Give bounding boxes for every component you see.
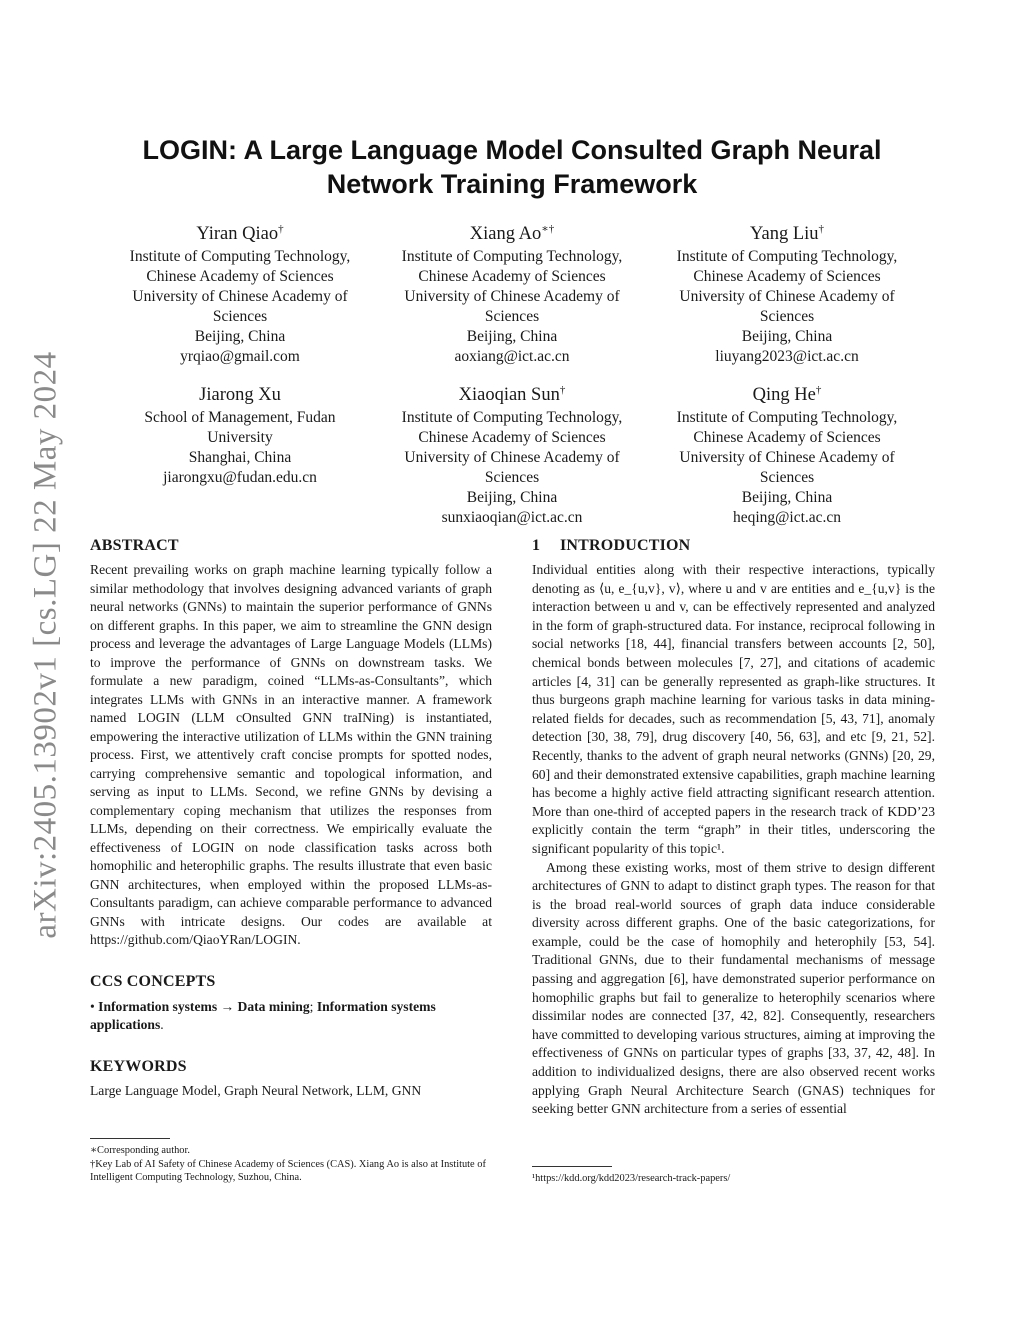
abstract-heading: ABSTRACT bbox=[90, 537, 179, 554]
author-affiliation-line: School of Management, Fudan bbox=[144, 409, 336, 427]
author-email: heqing@ict.ac.cn bbox=[732, 509, 842, 527]
arxiv-watermark bbox=[22, 345, 70, 945]
abstract-text: Recent prevailing works on graph machine learning typically follow a similar methodology that involves designing advanced variants of graph neural networks (GNNs) to maintain the superior performance of GNNs on different graphs. In this paper, we aim to streamline the GNN design process and leverage the advantages of Large Language Models (LLMs) to improve the performance of GNNs on downstream tasks. We formulate a new paradigm, coined “LLMs-as-Consultants”, which integrates LLMs with GNNs in an interactive manner. A framework named LOGIN (LLM cOnsulted GNN traINing) is instantiated, empowering the interactive utilization of LLMs within the GNN training process. First, we attentively craft concise prompts for spotted nodes, carrying comprehensive semantic and topological information, and serving as input to LLMs. Second, we refine GNNs by devising a complementary coping mechanism that utilizes the responses from LLMs, depending on their correctness. We empirically evaluate the effectiveness of LOGIN on node classification tasks across both homophilic and heterophilic graphs. The results illustrate that even basic GNN architectures, when employed within the proposed LLMs-as-Consultants paradigm, can achieve comparable performance to advanced GNNs with intricate designs. Our codes are available at https://github.com/QiaoYRan/LOGIN. bbox=[90, 562, 492, 947]
keywords-text: Large Language Model, Graph Neural Network, LLM, GNN bbox=[90, 1082, 422, 1098]
author-affiliation-line: Sciences bbox=[759, 308, 815, 326]
author-block bbox=[652, 217, 922, 367]
author-location: Beijing, China bbox=[741, 489, 833, 507]
author-email: sunxiaoqian@ict.ac.cn bbox=[441, 509, 583, 527]
author-name: Yang Liu† bbox=[749, 223, 825, 245]
author-affiliation-line: Sciences bbox=[484, 308, 540, 326]
author-affiliation-line: Institute of Computing Technology, bbox=[129, 248, 351, 266]
author-location: Beijing, China bbox=[466, 489, 558, 507]
keywords-heading: KEYWORDS bbox=[90, 1057, 187, 1075]
author-block bbox=[105, 217, 375, 367]
author-email: liuyang2023@ict.ac.cn bbox=[715, 348, 859, 366]
author-affiliation-line: Institute of Computing Technology, bbox=[401, 409, 623, 427]
author-name: Qing He† bbox=[752, 384, 822, 406]
author-affiliation-line: University of Chinese Academy of bbox=[132, 288, 348, 306]
author-affiliation-line: Institute of Computing Technology, bbox=[401, 248, 623, 266]
author-block bbox=[105, 378, 375, 488]
author-affiliation-line: Chinese Academy of Sciences bbox=[693, 268, 881, 286]
ccs-bullet: • bbox=[90, 998, 95, 1014]
ccs-separator: ; bbox=[309, 998, 314, 1014]
author-email: jiarongxu@fudan.edu.cn bbox=[163, 469, 317, 487]
author-name: Jiarong Xu bbox=[199, 385, 281, 406]
author-affiliation-line: Chinese Academy of Sciences bbox=[146, 268, 334, 286]
introduction-heading bbox=[532, 536, 935, 556]
right-column bbox=[532, 536, 935, 1119]
author-affiliation-line: Sciences bbox=[484, 469, 540, 487]
author-email: aoxiang@ict.ac.cn bbox=[454, 348, 570, 366]
author-affiliation-line: University of Chinese Academy of bbox=[679, 288, 895, 306]
footnote-rule-left bbox=[90, 1138, 170, 1139]
author-location: Beijing, China bbox=[194, 328, 286, 346]
ccs-concept-2: Information systems applications bbox=[90, 998, 436, 1032]
author-affiliation-line: Institute of Computing Technology, bbox=[676, 248, 898, 266]
author-location: Beijing, China bbox=[741, 328, 833, 346]
ccs-concepts bbox=[90, 998, 492, 1035]
author-name: Xiang Ao∗† bbox=[469, 223, 555, 245]
left-column bbox=[90, 536, 492, 1100]
footnotes-left bbox=[90, 1144, 492, 1185]
ccs-concept-1: Information systems → Data mining bbox=[98, 998, 310, 1014]
author-affiliation-line: University of Chinese Academy of bbox=[404, 288, 620, 306]
paper-title-line-2: Network Training Framework bbox=[326, 169, 698, 199]
paper-title-line-1: LOGIN: A Large Language Model Consulted Graph Neural bbox=[142, 135, 882, 165]
ccs-end: . bbox=[160, 1017, 164, 1032]
footnote-corresponding: ∗Corresponding author. bbox=[90, 1145, 190, 1156]
author-block bbox=[377, 378, 647, 528]
arxiv-watermark-text: arXiv:2405.13902v1 [cs.LG] 22 May 2024 bbox=[27, 351, 64, 939]
ccs-heading: CCS CONCEPTS bbox=[90, 972, 216, 990]
author-name: Yiran Qiao† bbox=[196, 223, 284, 245]
author-location: Shanghai, China bbox=[188, 449, 292, 467]
author-email: yrqiao@gmail.com bbox=[180, 348, 300, 366]
footnote-affiliation: †Key Lab of AI Safety of Chinese Academy of Sciences (CAS). Xiang Ao is also at Institute of Intelligent Computing Technology, Suzhou, China. bbox=[90, 1158, 486, 1183]
author-block bbox=[652, 378, 922, 528]
author-location: Beijing, China bbox=[466, 328, 558, 346]
section-title: INTRODUCTION bbox=[560, 537, 691, 554]
author-affiliation-line: University of Chinese Academy of bbox=[679, 449, 895, 467]
author-affiliation-line: Chinese Academy of Sciences bbox=[418, 429, 606, 447]
footnote-right: ¹https://kdd.org/kdd2023/research-track-papers/ bbox=[532, 1173, 731, 1184]
author-affiliation-line: Sciences bbox=[759, 469, 815, 487]
paper-title bbox=[90, 133, 934, 201]
intro-paragraph-1: Individual entities along with their respective interactions, typically denoting as ⟨u, e_{u,v}, v⟩, where u and v are entities and e_{u,v} is the interaction between u and v, can be effectively represented and analyzed in the form of graph-structured data. For instance, reciprocal following in social networks [18, 44], financial transfers between accounts [2, 50], chemical bonds between molecules [7, 27], and citations of academic articles [4, 31] can be generally represented as graph-like structures. It thus burgeons graph machine learning for various tasks in data mining-related fields for decades, such as recommendation [5, 43, 71], anomaly detection [30, 38, 79], drug discovery [40, 56, 63], and etc [9, 21, 52]. Recently, thanks to the advent of graph neural networks (GNNs) [20, 29, 60] and their demonstrated extensive capabilities, graph machine learning has become a highly active field attracting significant research attention. More than one-third of accepted papers in the research track of KDD’23 explicitly contain the term “graph” in their titles, underscoring the significant popularity of this topic¹. bbox=[532, 562, 935, 856]
section-number: 1 bbox=[532, 537, 541, 554]
author-affiliation-line: Chinese Academy of Sciences bbox=[693, 429, 881, 447]
footnote-rule-right bbox=[532, 1166, 612, 1167]
author-block bbox=[377, 217, 647, 367]
author-affiliation-line: University of Chinese Academy of bbox=[404, 449, 620, 467]
author-affiliation-line: Institute of Computing Technology, bbox=[676, 409, 898, 427]
author-affiliation-line: University bbox=[207, 429, 273, 447]
author-name: Xiaoqian Sun† bbox=[458, 384, 566, 406]
author-affiliation-line: Sciences bbox=[212, 308, 268, 326]
intro-paragraph-2: Among these existing works, most of them strive to design different architectures of GNN to adapt to distinct graph types. The reason for that is the broad real-world sources of graph data induce considerable diversity across different graphs. One of the basic categorizations, for example, could be the case of homophily and heterophily [53, 54]. Traditional GNNs, due to their fundamental mechanisms of message passing and aggregation [6], have demonstrated superior performance on homophilic graphs but fail to generalize to heterophily scenarios where dissimilar nodes are connected [37, 42, 82]. Consequently, researchers have committed to developing various structures, aiming at improving the effectiveness of GNNs on particular types of graphs [33, 37, 42, 48]. In addition to individualized designs, there are also observed recent works applying Graph Neural Architecture Search (GNAS) techniques for seeking better GNN architecture from a series of essential bbox=[532, 859, 935, 1117]
author-affiliation-line: Chinese Academy of Sciences bbox=[418, 268, 606, 286]
